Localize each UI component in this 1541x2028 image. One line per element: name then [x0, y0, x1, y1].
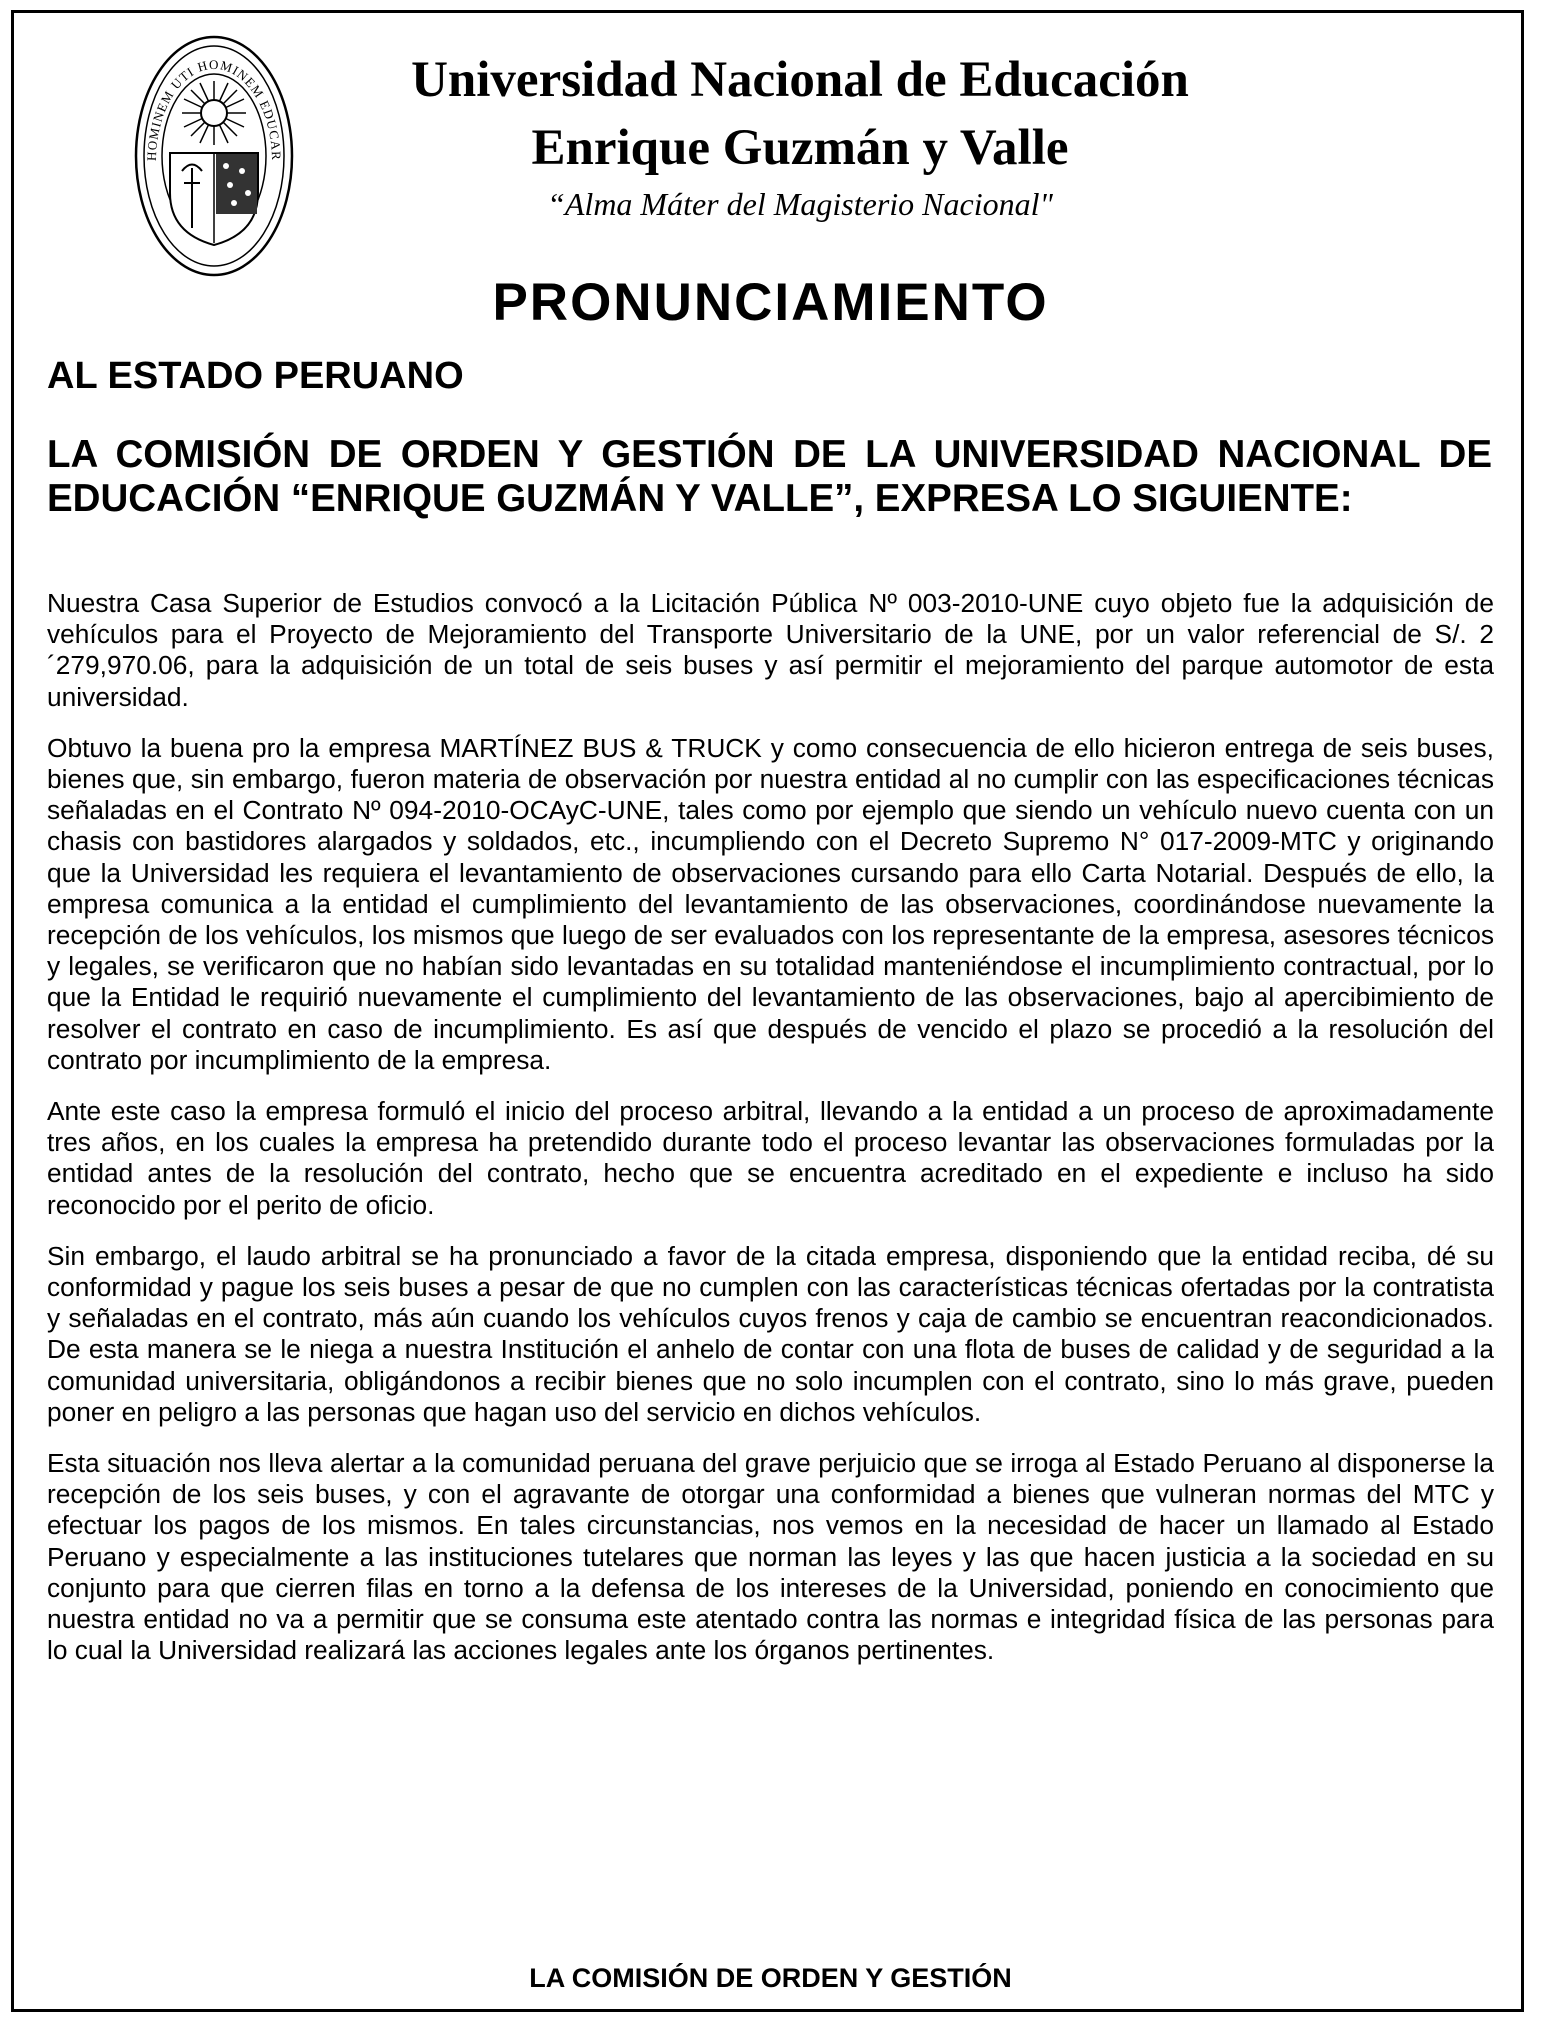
signature: LA COMISIÓN DE ORDEN Y GESTIÓN — [529, 1963, 1012, 1993]
statement-body — [47, 588, 1494, 1687]
university-name-line1: Universidad Nacional de Educación — [411, 52, 1189, 108]
paragraph: Esta situación nos lleva alertar a la comunidad peruana del grave perjuicio que se irroga al Estado Peruano al disponerse la recepción de los seis buses, y con el agravante de otorgar una conformidad a bienes que vulneran normas del MTC y efectuar los pagos de los mismos. En tales circunstancias, nos vemos en la necesidad de hacer un llamado al Estado Peruano y especialmente a las instituciones tutelares que norman las leyes y las que hacen justicia a la sociedad en su conjunto para que cierren filas en torno a la defensa de los intereses de la Universidad, poniendo en conocimiento que nuestra entidad no va a permitir que se consuma este atentado contra las normas e integridad física de las personas para lo cual la Universidad realizará las acciones legales ante los órganos pertinentes. — [47, 1448, 1494, 1666]
university-motto: “Alma Máter del Magisterio Nacional" — [547, 186, 1053, 222]
university-name-line2: Enrique Guzmán y Valle — [531, 120, 1069, 176]
svg-text:HOMINEM UTI HOMINEM EDUCARE OP: HOMINEM UTI HOMINEM EDUCAR — [143, 56, 285, 162]
university-seal — [134, 33, 294, 279]
addressee: AL ESTADO PERUANO — [47, 355, 464, 397]
paragraph: Ante este caso la empresa formuló el inicio del proceso arbitral, llevando a la entidad a un proceso de aproximadamente tres años, en los cuales la empresa ha pretendido durante todo el proceso levantar las observaciones formuladas por la entidad antes de la resolución del contrato, hecho que se encuentra acreditado en el expediente e incluso ha sido reconocido por el perito de oficio. — [47, 1096, 1494, 1220]
paragraph: Sin embargo, el laudo arbitral se ha pronunciado a favor de la citada empresa, disponiendo que la entidad reciba, dé su conformidad y pague los seis buses a pesar de que no cumplen con las características técnicas ofertadas por la contratista y señaladas en el contrato, más aún cuando los vehículos cuyos frenos y caja de cambio se encuentran reacondicionados. De esta manera se le niega a nuestra Institución el anhelo de contar con una flota de buses de calidad y de seguridad a la comunidad universitaria, obligándonos a recibir bienes que no solo incumplen con el contrato, sino lo más grave, pueden poner en peligro a las personas que hagan uso del servicio en dichos vehículos. — [47, 1240, 1494, 1427]
paragraph: Obtuvo la buena pro la empresa MARTÍNEZ BUS & TRUCK y como consecuencia de ello hicieron entrega de seis buses, bienes que, sin embargo, fueron materia de observación por nuestra entidad al no cumplir con las especificaciones técnicas señaladas en el Contrato Nº 094-2010-OCAyC-UNE, tales como por ejemplo que siendo un vehículo nuevo cuenta con un chasis con bastidores alargados y soldados, etc., incumpliendo con el Decreto Supremo N° 017-2009-MTC y originando que la Universidad les requiera el levantamiento de observaciones cursando para ello Carta Notarial. Después de ello, la empresa comunica a la entidad el cumplimiento del levantamiento de las observaciones, coordinándose nuevamente la recepción de los vehículos, los mismos que luego de ser evaluados con los representante de la empresa, asesores técnicos y legales, se verificaron que no habían sido levantadas en su totalidad manteniéndose el incumplimiento contractual, por lo que la Entidad le requirió nuevamente el cumplimiento del levantamiento de las observaciones, bajo al apercibimiento de resolver el contrato en caso de incumplimiento. Es así que después de vencido el plazo se procedió a la resolución del contrato por incumplimiento de la empresa. — [47, 732, 1494, 1075]
document-title: PRONUNCIAMIENTO — [492, 273, 1049, 332]
paragraph: Nuestra Casa Superior de Estudios convocó a la Licitación Pública Nº 003-2010-UNE cuyo objeto fue la adquisición de vehículos para el Proyecto de Mejoramiento del Transporte Universitario de la UNE, por un valor referencial de S/. 2´279,970.06, para la adquisición de un total de seis buses y así permitir el mejoramiento del parque automotor de esta universidad. — [47, 588, 1494, 712]
statement-heading: LA COMISIÓN DE ORDEN Y GESTIÓN DE LA UNIVERSIDAD NACIONAL DE EDUCACIÓN “ENRIQUE GUZMÁN Y VALLE”, EXPRESA LO SIGUIENTE: — [47, 433, 1492, 520]
